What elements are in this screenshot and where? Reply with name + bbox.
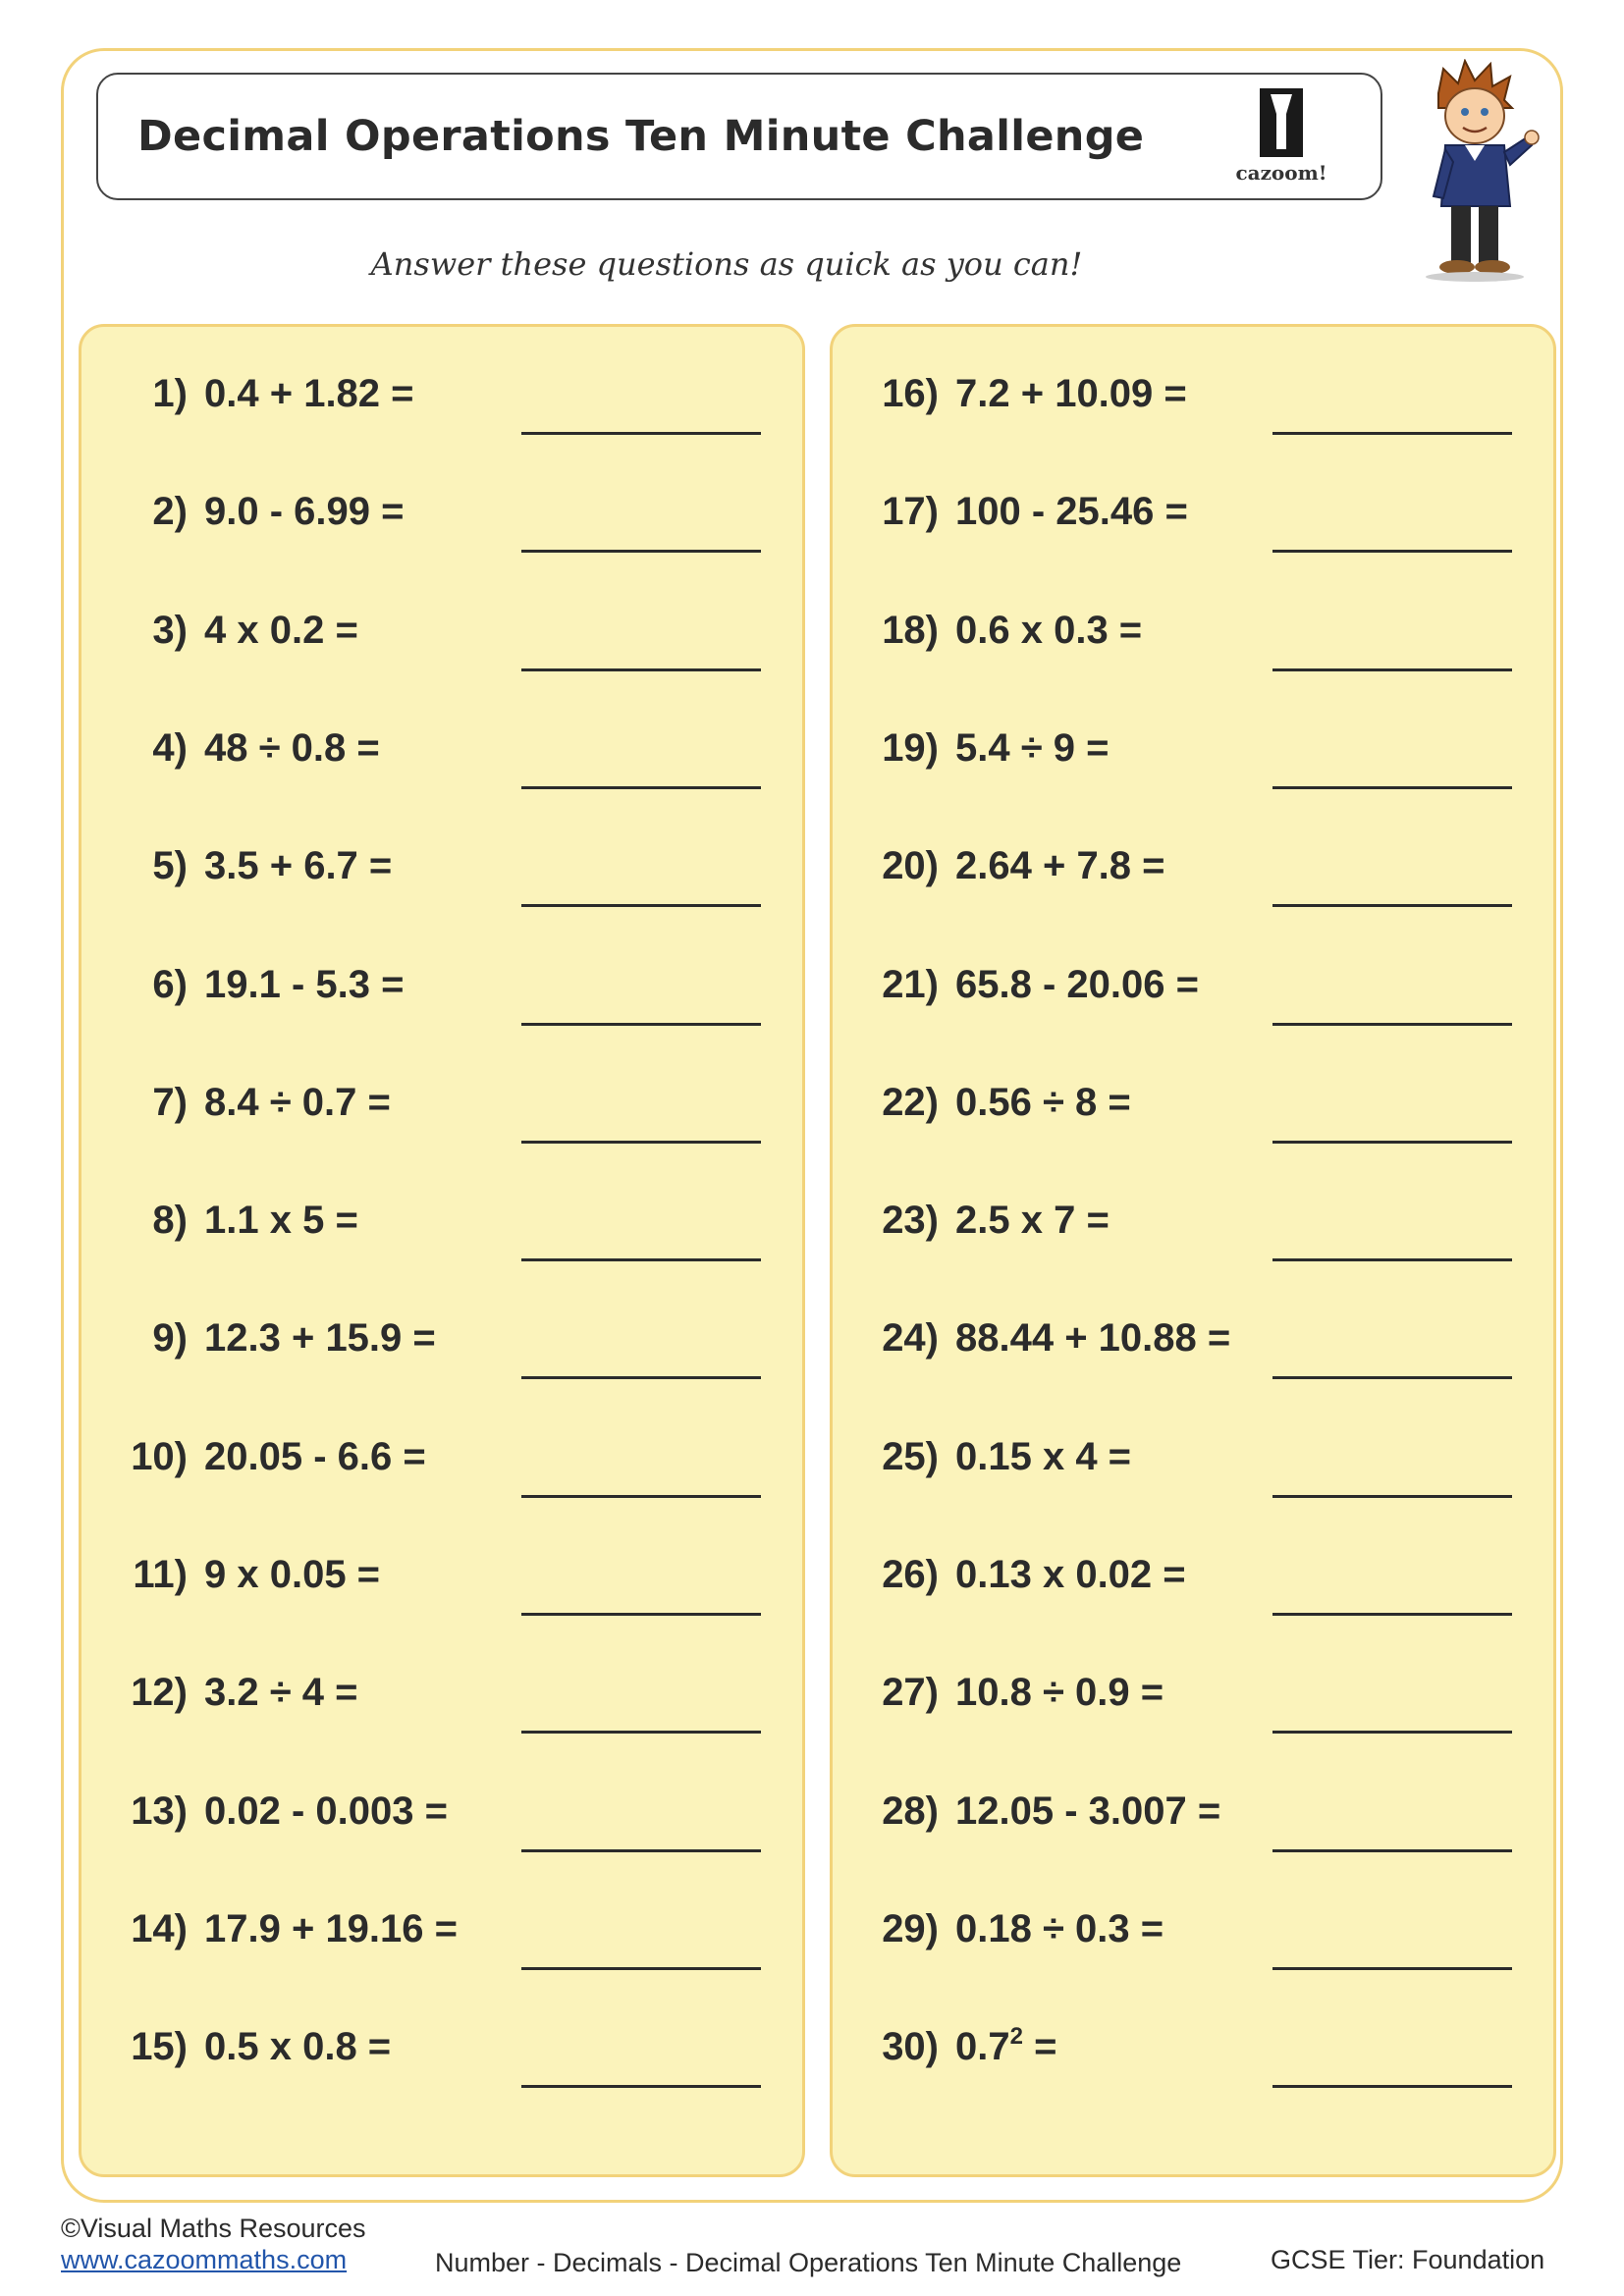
question-row [81,1888,808,2005]
expression-text: 2.64 + 7.8 = [955,844,1165,888]
answer-line[interactable] [521,432,761,435]
answer-line[interactable] [521,1849,761,1852]
question-row [833,1179,1559,1297]
question-expression [204,726,380,771]
expression-text: 8.4 ÷ 0.7 = [204,1080,391,1124]
expression-text: 0.7 [955,2025,1010,2069]
expression-text: 9 x 0.05 = [204,1553,381,1596]
answer-line[interactable] [1272,668,1512,671]
footer-topic: Number - Decimals - Decimal Operations Ten Minute Challenge [435,2248,1182,2277]
question-expression [204,372,414,416]
question-row [81,943,808,1061]
answer-line[interactable] [521,2085,761,2088]
answer-line[interactable] [1272,432,1512,435]
answer-line[interactable] [521,1023,761,1026]
answer-line[interactable] [1272,1495,1512,1498]
question-row [81,1297,808,1415]
question-expression [955,1081,1131,1125]
question-expression [204,1789,448,1834]
question-number: 28) [882,1789,939,1833]
question-expression [204,609,358,653]
question-row [81,470,808,588]
answer-line[interactable] [1272,550,1512,553]
answer-line[interactable] [1272,1141,1512,1144]
expression-text: 12.05 - 3.007 = [955,1789,1221,1833]
logo-mark-icon [1227,84,1335,163]
question-expression [204,1907,458,1951]
expression-text: 48 ÷ 0.8 = [204,725,380,770]
question-expression [955,844,1165,888]
question-expression [955,1316,1230,1361]
question-number: 1) [152,372,188,415]
question-number: 2) [152,490,188,534]
expression-text: 0.13 x 0.02 = [955,1553,1186,1596]
question-number: 7) [152,1080,188,1124]
expression-text: 10.8 ÷ 0.9 = [955,1671,1164,1715]
expression-text: 0.02 - 0.003 = [204,1789,448,1833]
answer-line[interactable] [521,1495,761,1498]
question-number: 14) [131,1906,188,1950]
question-expression [204,1553,380,1597]
expression-text: 0.56 ÷ 8 = [955,1080,1131,1124]
answer-line[interactable] [521,668,761,671]
answer-line[interactable] [521,1141,761,1144]
question-row [81,1651,808,1769]
question-number: 3) [152,608,188,652]
expression-text: 0.18 ÷ 0.3 = [955,1906,1164,1950]
question-row [833,1415,1559,1533]
question-number: 13) [131,1789,188,1833]
exponent: 2 [1009,2023,1023,2051]
worksheet-title: Decimal Operations Ten Minute Challenge [137,112,1145,161]
question-row [81,1533,808,1651]
question-expression [204,844,392,888]
question-number: 18) [882,608,939,652]
question-expression [955,726,1110,771]
question-expression [955,1435,1131,1479]
expression-text: 17.9 + 19.16 = [204,1906,459,1950]
question-expression [204,1671,358,1715]
question-number: 16) [882,372,939,415]
question-row [833,1651,1559,1769]
question-expression [204,1435,426,1479]
question-expression [955,1789,1220,1834]
expression-text: 0.6 x 0.3 = [955,608,1143,652]
answer-line[interactable] [521,550,761,553]
question-expression [955,1671,1164,1715]
expression-text: 100 - 25.46 = [955,490,1188,534]
question-expression [955,2025,1056,2069]
expression-text: 2.5 x 7 = [955,1199,1110,1243]
expression-text: 5.4 ÷ 9 = [955,725,1110,770]
question-row [833,707,1559,825]
question-row [81,1179,808,1297]
question-row [833,1061,1559,1179]
question-expression [204,1316,436,1361]
question-row [81,589,808,707]
question-expression [955,1907,1164,1951]
question-number: 4) [152,725,188,770]
question-row [833,589,1559,707]
question-row [833,470,1559,588]
expression-text: 9.0 - 6.99 = [204,490,405,534]
question-number: 26) [882,1553,939,1596]
questions-panel-right [830,324,1556,2177]
answer-line[interactable] [1272,904,1512,907]
question-row [833,825,1559,942]
answer-line[interactable] [521,1731,761,1734]
cazoom-logo [1227,84,1335,192]
answer-line[interactable] [1272,1849,1512,1852]
question-number: 19) [882,725,939,770]
expression-text: 3.5 + 6.7 = [204,844,393,888]
question-row [833,1888,1559,2005]
title-box [96,73,1382,200]
question-number: 15) [131,2025,188,2069]
question-expression [955,372,1187,416]
answer-line[interactable] [1272,1731,1512,1734]
question-expression [204,963,404,1007]
question-number: 23) [882,1199,939,1243]
answer-line[interactable] [1272,1376,1512,1379]
expression-text: 1.1 x 5 = [204,1199,358,1243]
instructions: Answer these questions as quick as you can! [370,245,1083,283]
question-expression [204,2025,391,2069]
logo-wordmark: cazoom! [1235,161,1327,185]
question-number: 20) [882,844,939,888]
answer-line[interactable] [1272,1023,1512,1026]
footer-copyright: ©Visual Maths Resources [61,2214,366,2243]
answer-line[interactable] [521,1258,761,1261]
questions-panel-left [79,324,805,2177]
question-expression [955,609,1142,653]
expression-text: 7.2 + 10.09 = [955,372,1187,415]
question-number: 8) [152,1199,188,1243]
expression-text: 65.8 - 20.06 = [955,962,1199,1006]
footer-website-link[interactable]: www.cazoommaths.com [61,2245,348,2274]
answer-line[interactable] [1272,1967,1512,1970]
question-number: 5) [152,844,188,888]
expression-text: 12.3 + 15.9 = [204,1316,436,1361]
answer-line[interactable] [521,1613,761,1616]
answer-line[interactable] [1272,1613,1512,1616]
question-number: 10) [131,1434,188,1478]
question-row [81,1061,808,1179]
expression-text: 88.44 + 10.88 = [955,1316,1231,1361]
expression-text: 0.15 x 4 = [955,1434,1132,1478]
answer-line[interactable] [521,904,761,907]
question-row [81,352,808,470]
mascot-illustration-icon [1404,59,1542,285]
question-number: 22) [882,1080,939,1124]
question-number: 9) [152,1316,188,1361]
answer-line[interactable] [1272,1258,1512,1261]
answer-line[interactable] [1272,786,1512,789]
answer-line[interactable] [521,1967,761,1970]
expression-text: 19.1 - 5.3 = [204,962,405,1006]
question-row [833,1297,1559,1415]
question-number: 27) [882,1671,939,1715]
footer-tier: GCSE Tier: Foundation [1271,2245,1545,2274]
expression-text: 4 x 0.2 = [204,608,358,652]
question-row [81,2005,808,2123]
question-row [833,943,1559,1061]
question-number: 24) [882,1316,939,1361]
expression-suffix: = [1022,2025,1057,2069]
question-number: 12) [131,1671,188,1715]
question-number: 11) [133,1553,188,1596]
question-expression [955,963,1199,1007]
question-expression [204,1199,358,1243]
question-expression [204,490,404,534]
question-expression [955,490,1188,534]
question-row [833,352,1559,470]
question-row [81,707,808,825]
answer-line[interactable] [1272,2085,1512,2088]
question-row [81,1770,808,1888]
expression-text: 20.05 - 6.6 = [204,1434,426,1478]
expression-text: 3.2 ÷ 4 = [204,1671,358,1715]
question-number: 21) [882,962,939,1006]
answer-line[interactable] [521,786,761,789]
question-number: 25) [882,1434,939,1478]
expression-text: 0.5 x 0.8 = [204,2025,392,2069]
expression-text: 0.4 + 1.82 = [204,372,414,415]
question-row [833,1533,1559,1651]
question-number: 30) [882,2025,939,2069]
question-number: 17) [882,490,939,534]
question-expression [955,1553,1186,1597]
question-row [833,2005,1559,2123]
answer-line[interactable] [521,1376,761,1379]
question-number: 29) [882,1906,939,1950]
question-expression [204,1081,391,1125]
question-expression [955,1199,1110,1243]
question-row [81,1415,808,1533]
question-row [81,825,808,942]
question-row [833,1770,1559,1888]
question-number: 6) [152,962,188,1006]
